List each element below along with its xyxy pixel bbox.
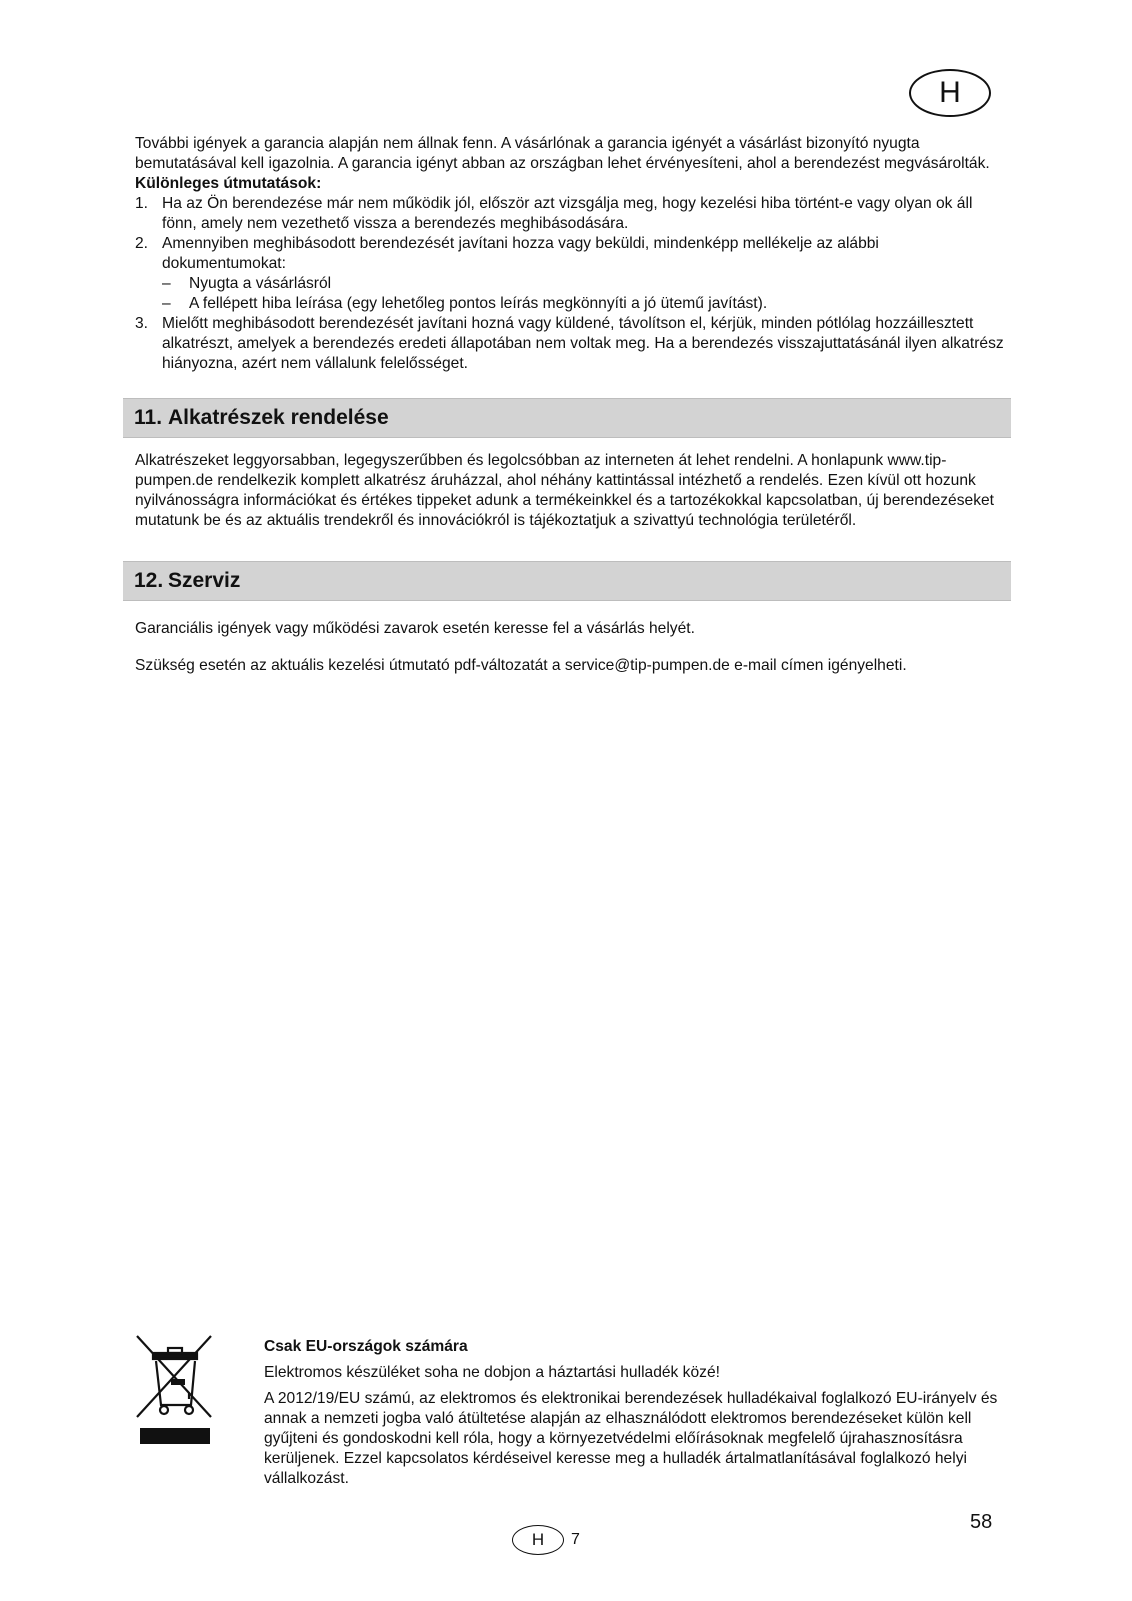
note-text: Amennyiben meghibásodott berendezését javítani hozza vagy beküldi, mindenképp mellékelje az alábbi dokumentumokat:: [162, 235, 879, 272]
section-heading-spare-parts: [123, 398, 1011, 438]
service-body: [135, 619, 1005, 676]
list-item: [162, 294, 1005, 314]
note-number: 2.: [135, 235, 149, 252]
list-item: [162, 274, 1005, 294]
required-documents-list: [162, 274, 1005, 314]
document-item-text: Nyugta a vásárlásról: [189, 275, 332, 292]
section-number: 12.: [134, 569, 164, 592]
footer-local-page-number: 7: [571, 1531, 580, 1548]
eu-notice-title: Csak EU-országok számára: [264, 1338, 468, 1355]
section-title: Szerviz: [168, 569, 241, 592]
warranty-paragraph: További igények a garancia alapján nem állnak fenn. A vásárlónak a garancia igényét a vásárlást bizonyító nyugta bemutatásával kell igazolnia. A garancia igényt abban az országban lehet érvényesíteni, ahol a berendezést megvásárolták.: [135, 135, 990, 172]
service-paragraph-1: Garanciális igények vagy működési zavarok esetén keresse fel a vásárlás helyét.: [135, 620, 695, 637]
country-code-badge: [909, 69, 991, 117]
footer-language-badge: [512, 1525, 564, 1555]
service-paragraph-2: Szükség esetén az aktuális kezelési útmutató pdf-változatát a service@tip-pumpen.de e-mail címen igényelheti.: [135, 657, 907, 674]
footer-language-code: H: [531, 1530, 545, 1549]
note-text: Ha az Ön berendezése már nem működik jól, először azt vizsgálja meg, hogy kezelési hiba történt-e vagy olyan ok áll fönn, amely nem vezethető vissza a berendezés meghibásodására.: [162, 195, 973, 232]
note-item: [135, 194, 1005, 234]
crossed-out-wheelie-bin-icon: [133, 1333, 217, 1445]
note-item: [135, 314, 1005, 374]
eu-notice-line-2: A 2012/19/EU számú, az elektromos és elektronikai berendezések hulladékaival foglalkozó EU-irányelv és annak a nemzeti jogba való átültetése alapján az elhasználódott elektromos berendezéseket külön kell gyűjteni és gondoskodni kell róla, hogy a környezetvédelmi előírásoknak megfelelő újrahasznosításra kerüljenek. Ezzel kapcsolatos kérdéseivel keresse meg a hulladék ártalmatlanításával foglalkozó helyi vállalkozást.: [264, 1390, 998, 1487]
section-number: 11.: [134, 406, 163, 429]
dash-bullet: –: [162, 295, 171, 312]
special-notes-list: [135, 194, 1005, 374]
eu-notice-line-1: Elektromos készüléket soha ne dobjon a háztartási hulladék közé!: [264, 1364, 720, 1381]
section-heading-service: [123, 561, 1011, 601]
spare-parts-paragraph: Alkatrészeket leggyorsabban, legegyszerűbben és legolcsóbban az interneten át lehet rendelni. A honlapunk www.tip-pumpen.de rendelkezik komplett alkatrész áruházzal, ahol néhány kattintással intézhető a rendelés. Ezen kívül ott hozunk nyilvánosságra információkat és értékes tippeket adunk a termékeinkkel és a tartozékokkal kapcsolatban, új berendezéseket mutatunk be és az aktuális trendekről és innovációkról is tájékoztatjuk a szivattyú technológia területéről.: [135, 452, 994, 529]
section-title: Alkatrészek rendelése: [168, 406, 389, 429]
page-number: 58: [970, 1511, 993, 1533]
note-item: [135, 234, 1005, 314]
eu-disposal-notice: [264, 1337, 1004, 1495]
note-number: 1.: [135, 195, 149, 212]
warranty-text-block: [135, 134, 1005, 374]
dash-bullet: –: [162, 275, 171, 292]
note-text: Mielőtt meghibásodott berendezését javítani hozná vagy küldené, távolítson el, kérjük, minden pótlólag hozzáillesztett alkatrészt, amelyek a berendezés eredeti állapotában nem voltak meg. Ha a berendezés visszajuttatásánál ilyen alkatrész hiányozna, azért nem vállalunk felelősséget.: [162, 315, 1004, 372]
note-number: 3.: [135, 315, 149, 332]
country-code: H: [939, 76, 961, 109]
special-notes-title: Különleges útmutatások:: [135, 175, 322, 192]
spare-parts-body: [135, 451, 1005, 531]
document-item-text: A fellépett hiba leírása (egy lehetőleg pontos leírás megkönnyíti a jó ütemű javítást).: [189, 295, 768, 312]
